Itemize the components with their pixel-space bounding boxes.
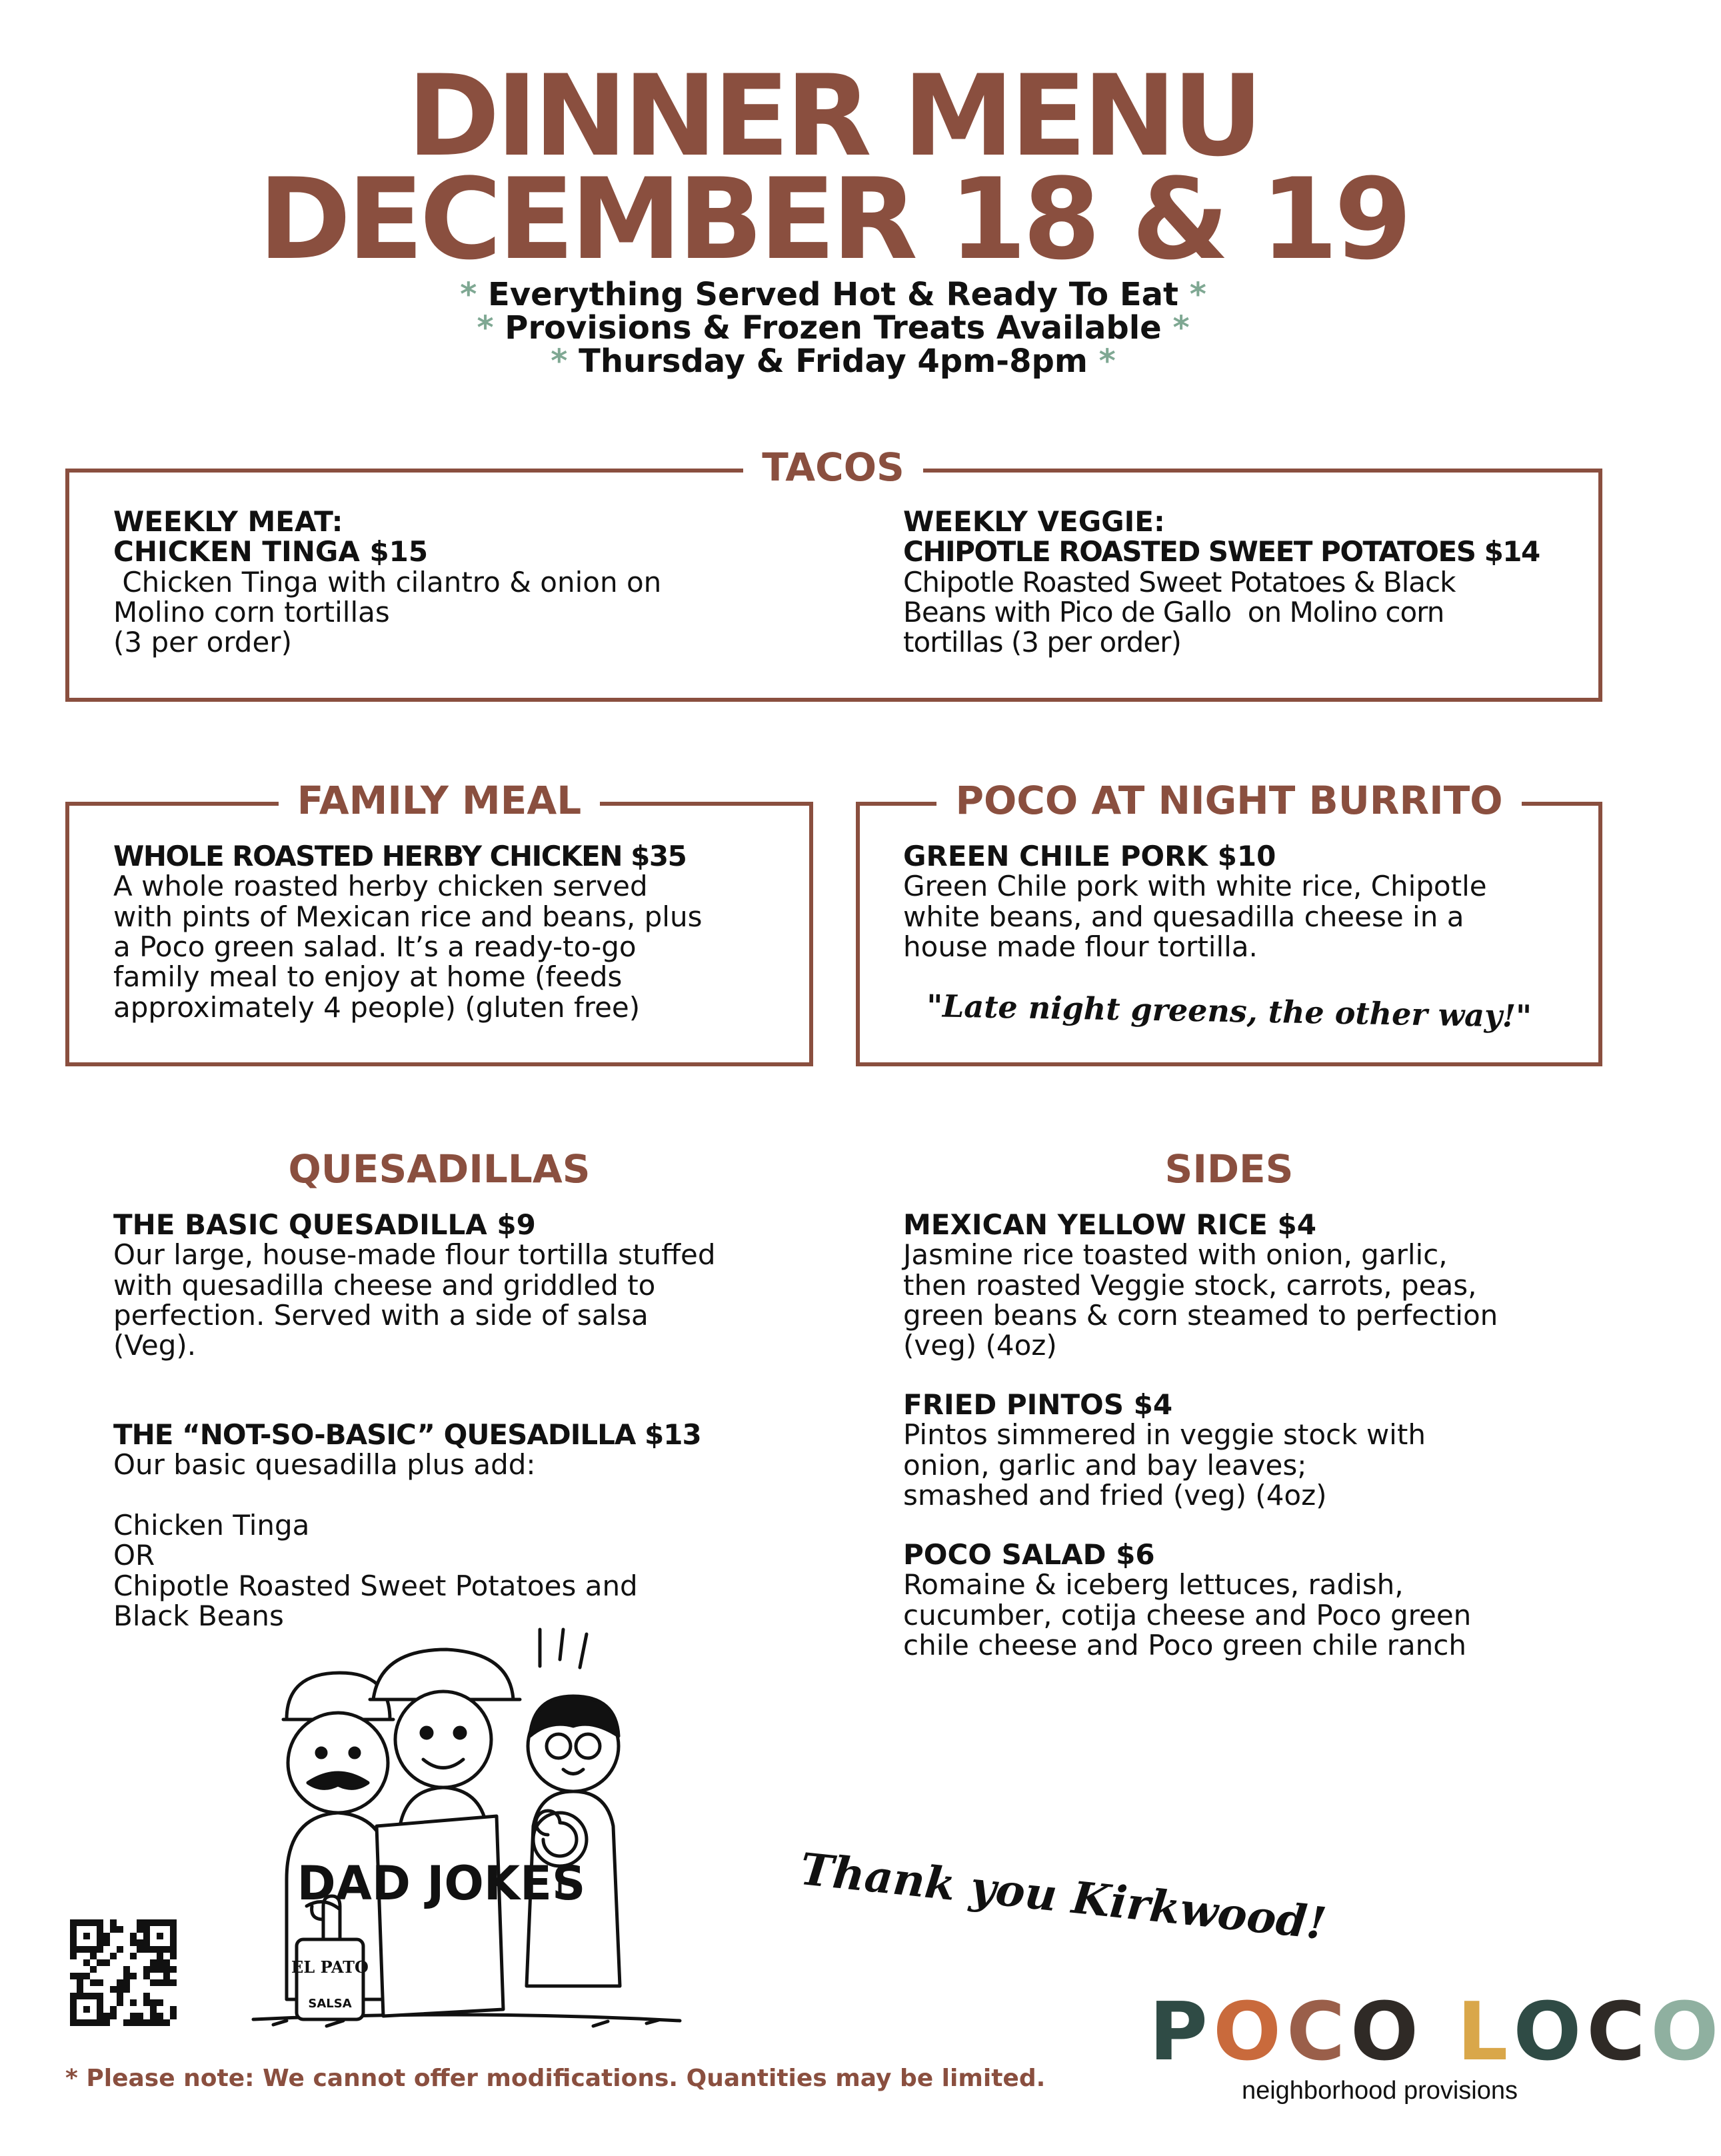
star-icon: * — [1098, 343, 1116, 380]
tagline-1: * Everything Served Hot & Ready To Eat * — [460, 276, 1206, 313]
star-icon: * — [1189, 276, 1206, 313]
weekly-veggie-name: CHIPOTLE ROASTED SWEET POTATOES $14 — [903, 535, 1540, 568]
quesadilla-not-so-basic-name: THE “NOT-SO-BASIC” QUESADILLA $13 — [113, 1418, 701, 1451]
logo-letter: P — [1149, 1986, 1208, 2079]
star-icon: * — [477, 309, 494, 347]
burrito-item — [903, 841, 1596, 962]
side-pintos-description: Pintos simmered in veggie stock with onion, garlic and bay leaves; smashed and fried (veg) (4oz) — [903, 1418, 1426, 1512]
family-meal-description: A whole roasted herby chicken served with pints of Mexican rice and beans, plus a Poco green salad. It’s a ready-to-go family meal to enjoy at home (feeds approximately 4 people) (gluten free) — [113, 870, 703, 1024]
side-salad-name: POCO SALAD $6 — [903, 1538, 1155, 1571]
weekly-meat-label: WEEKLY MEAT: — [113, 505, 343, 538]
side-salad-description: Romaine & iceberg lettuces, radish, cucumber, cotija cheese and Poco green chile cheese and Poco green chile ranch — [903, 1568, 1472, 1662]
tacos-section-title: TACOS — [743, 445, 923, 490]
weekly-meat-name: CHICKEN TINGA $15 — [113, 535, 429, 568]
weekly-meat — [113, 507, 847, 658]
logo-tagline: neighborhood provisions — [1241, 2077, 1518, 2105]
side-item-salad — [903, 1540, 1610, 1660]
quesadilla-basic-description: Our large, house-made flour tortilla stuffed with quesadilla cheese and griddled to perfection. Served with a side of salsa (Veg). — [113, 1238, 716, 1362]
burrito-name: GREEN CHILE PORK $10 — [903, 840, 1276, 872]
burrito-section-title: POCO AT NIGHT BURRITO — [936, 778, 1521, 823]
family-meal-name: WHOLE ROASTED HERBY CHICKEN $35 — [113, 840, 687, 872]
side-rice-description: Jasmine rice toasted with onion, garlic, then roasted Veggie stock, carrots, peas, green beans & corn steamed to perfection (veg) (4oz) — [903, 1238, 1498, 1362]
quesadilla-item-basic — [113, 1210, 833, 1361]
family-meal-section-title: FAMILY MEAL — [279, 778, 600, 823]
sides-section-title: SIDES — [1146, 1146, 1312, 1192]
menu-title-line1: DINNER MENU — [407, 51, 1260, 181]
burrito-description: Green Chile pork with white rice, Chipotle white beans, and quesadilla cheese in a house made flour tortilla. — [903, 870, 1487, 964]
menu-title-line2: DECEMBER 18 & 19 — [258, 154, 1408, 285]
sign-text: DAD JOKES — [297, 1856, 586, 1911]
quesadilla-basic-name: THE BASIC QUESADILLA $9 — [113, 1208, 536, 1241]
thank-you-note: Thank you Kirkwood! — [797, 1843, 1329, 1950]
star-icon: * — [551, 343, 568, 380]
weekly-veggie-description: Chipotle Roasted Sweet Potatoes & Black Beans with Pico de Gallo on Molino corn tortillas (3 per order) — [903, 565, 1456, 659]
star-icon: * — [1172, 309, 1190, 347]
side-pintos-name: FRIED PINTOS $4 — [903, 1388, 1173, 1421]
quesadilla-not-so-basic-description: Our basic quesadilla plus add: Chicken Tinga OR Chipotle Roasted Sweet Potatoes and Black Beans — [113, 1448, 638, 1633]
can-label: EL PATO — [291, 1957, 369, 1977]
logo-letter: O — [1212, 1986, 1281, 2079]
footer-note: * Please note: We cannot offer modifications. Quantities may be limited. — [65, 2065, 1046, 2092]
side-item-pintos — [903, 1390, 1610, 1510]
family-illustration — [247, 1626, 687, 2033]
logo-letter: O — [1650, 1986, 1719, 2079]
quesadilla-item-not-so-basic — [113, 1420, 833, 1631]
family-meal-item — [113, 841, 807, 1022]
weekly-meat-description: Chicken Tinga with cilantro & onion on Molino corn tortillas (3 per order) — [113, 565, 662, 659]
tagline-2: * Provisions & Frozen Treats Available * — [477, 309, 1190, 347]
logo-letter: O — [1350, 1986, 1419, 2079]
can-sublabel: SALSA — [308, 1997, 352, 2011]
burrito-quote: "Late night greens, the other way!" — [926, 988, 1532, 1034]
quesadillas-section-title: QUESADILLAS — [270, 1146, 609, 1192]
poco-loco-logo — [1146, 1986, 1719, 2105]
logo-wordmark — [1146, 1986, 1719, 2079]
logo-letter — [1424, 1993, 1452, 2073]
logo-letter: O — [1513, 1986, 1582, 2079]
logo-letter: L — [1456, 1986, 1508, 2079]
side-item-rice — [903, 1210, 1610, 1361]
weekly-veggie-label: WEEKLY VEGGIE: — [903, 505, 1165, 538]
side-rice-name: MEXICAN YELLOW RICE $4 — [903, 1208, 1316, 1241]
qr-code-icon[interactable] — [70, 1919, 177, 2026]
tagline-3: * Thursday & Friday 4pm-8pm * — [551, 343, 1116, 380]
weekly-veggie — [903, 507, 1590, 658]
logo-letter: C — [1286, 1986, 1346, 2079]
star-icon: * — [460, 276, 477, 313]
logo-letter: C — [1586, 1986, 1646, 2079]
